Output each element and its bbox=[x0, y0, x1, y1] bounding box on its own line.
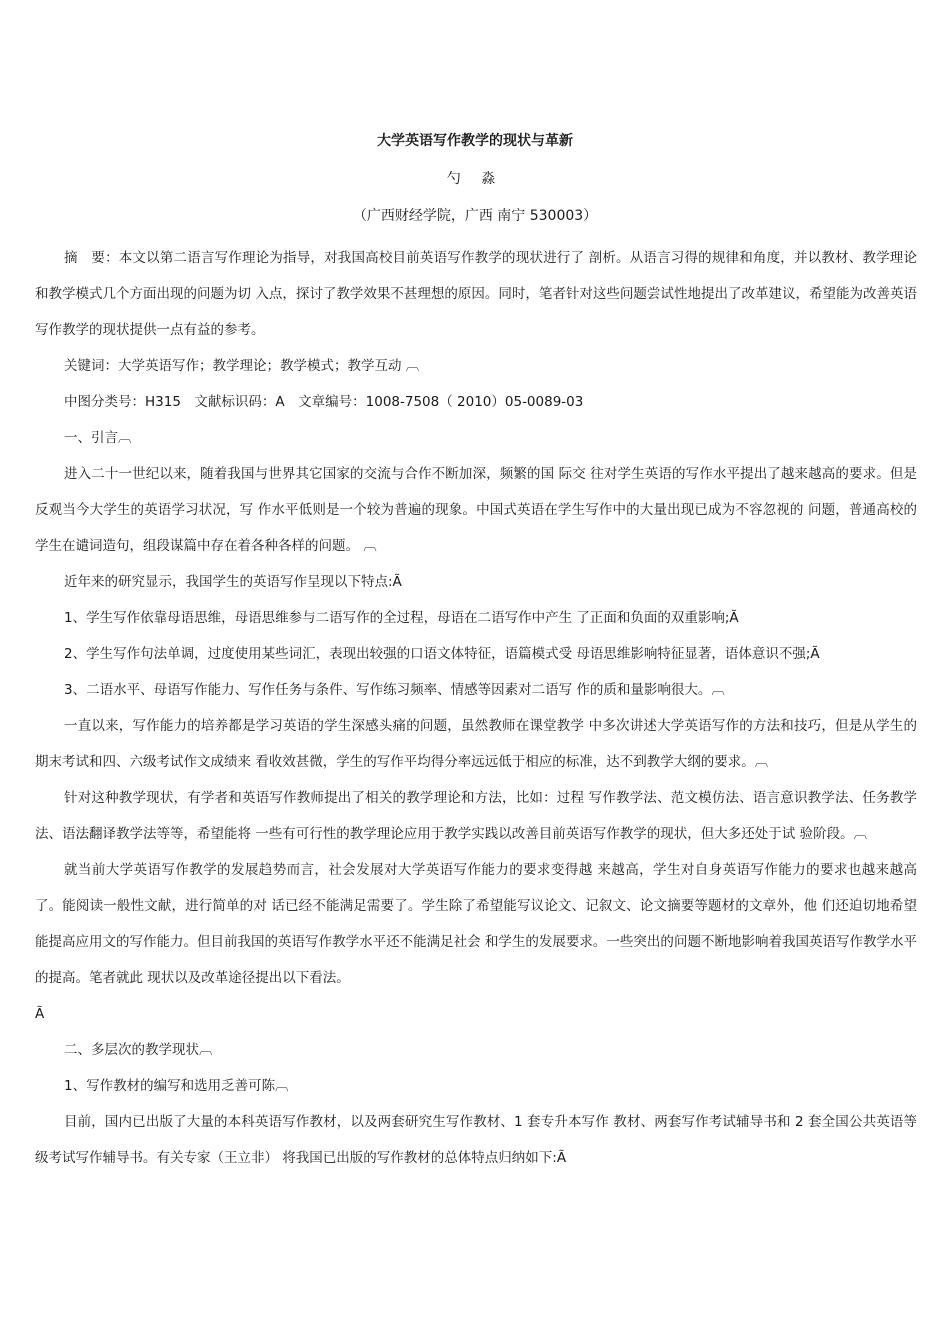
list-item: 2、学生写作句法单调，过度使用某些词汇，表现出较强的口语文体特征，语篇模式受 母语思维影响特征显著，语体意识不强;Ã bbox=[64, 646, 820, 662]
list-item: 3、二语水平、母语写作能力、写作任务与条件、写作练习频率、情感等因素对二语写 作的质和量影响很大。︹ bbox=[64, 682, 725, 698]
stray-glyph-line: Ã bbox=[35, 1006, 45, 1022]
author-affiliation: （广西财经学院，广西 南宁 530003） bbox=[352, 208, 598, 224]
author-name: 勺 淼 bbox=[446, 171, 504, 187]
body-paragraph: 进入二十一世纪以来，随着我国与世界其它国家的交流与合作不断加深，频繁的国 际交 往对学生英语的写作水平提出了越来越高的要求。但是反观当今大学生的英语学习状况，写 作水平低则是一个较为普遍的现象。中国式英语在学生写作中的大量出现已成为不容忽视的 问题，普通高校的学生在谴词造句，组段谋篇中存在着各种各样的问题。 ︹ bbox=[35, 466, 917, 554]
body-paragraph: 针对这种教学现状，有学者和英语写作教师提出了相关的教学理论和方法，比如：过程 写作教学法、范文模仿法、语言意识教学法、任务教学法、语法翻译教学法等等，希望能将 一些有可行性的教学理论应用于教学实践以改善目前英语写作教学的现状，但大多还处于试 验阶段。︹ bbox=[35, 790, 917, 842]
body-paragraph: 一直以来，写作能力的培养都是学习英语的学生深感头痛的问题，虽然教师在课堂教学 中多次讲述大学英语写作的方法和技巧，但是从学生的期末考试和四、六级考试作文成绩来 看收效甚微，学生的写作平均得分率远远低于相应的标准，达不到教学大纲的要求。︹ bbox=[35, 718, 917, 770]
list-item: 1、学生写作依靠母语思维，母语思维参与二语写作的全过程，母语在二语写作中产生 了正面和负面的双重影响;Ã bbox=[64, 610, 739, 626]
keywords-paragraph: 关键词：大学英语写作；教学理论；教学模式；教学互动 ︹ bbox=[64, 358, 420, 374]
subsection-heading: 1、写作教材的编写和选用乏善可陈︹ bbox=[64, 1078, 289, 1094]
body-paragraph: 就当前大学英语写作教学的发展趋势而言，社会发展对大学英语写作能力的要求变得越 来越高，学生对自身英语写作能力的要求也越来越高了。能阅读一般性文献，进行简单的对 话已经不能满足需要了。学生除了希望能写议论文、记叙文、论文摘要等题材的文章外，他 们还迫切地希望能提高应用文的写作能力。但目前我国的英语写作教学水平还不能满足社会 和学生的发展要求。一些突出的问题不断地影响着我国英语写作教学水平的提高。笔者就此 现状以及改革途径提出以下看法。 bbox=[35, 862, 917, 986]
document-body bbox=[35, 240, 917, 1176]
document-title: 大学英语写作教学的现状与革新 bbox=[377, 133, 573, 149]
body-paragraph: 近年来的研究显示，我国学生的英语写作呈现以下特点:Ã bbox=[64, 574, 402, 590]
section-heading-intro: 一、引言︹ bbox=[64, 430, 132, 446]
abstract-paragraph: 摘 要：本文以第二语言写作理论为指导，对我国高校目前英语写作教学的现状进行了 剖析。从语言习得的规律和角度，并以教材、教学理论和教学模式几个方面出现的问题为切 入点，探讨了教学效果不甚理想的原因。同时，笔者针对这些问题尝试性地提出了改革建议，希望能为改善英语写作教学的现状提供一点有益的参考。 bbox=[35, 250, 917, 338]
classification-paragraph: 中图分类号：H315 文献标识码：A 文章编号：1008-7508（ 2010）05-0089-03 bbox=[64, 394, 584, 410]
body-paragraph: 目前，国内已出版了大量的本科英语写作教材，以及两套研究生写作教材、1 套专升本写作 教材、两套写作考试辅导书和 2 套全国公共英语等级考试写作辅导书。有关专家（王立非） 将我国已出版的写作教材的总体特点归纳如下:Ã bbox=[35, 1114, 917, 1166]
section-heading-status: 二、多层次的教学现状︹ bbox=[64, 1042, 213, 1058]
